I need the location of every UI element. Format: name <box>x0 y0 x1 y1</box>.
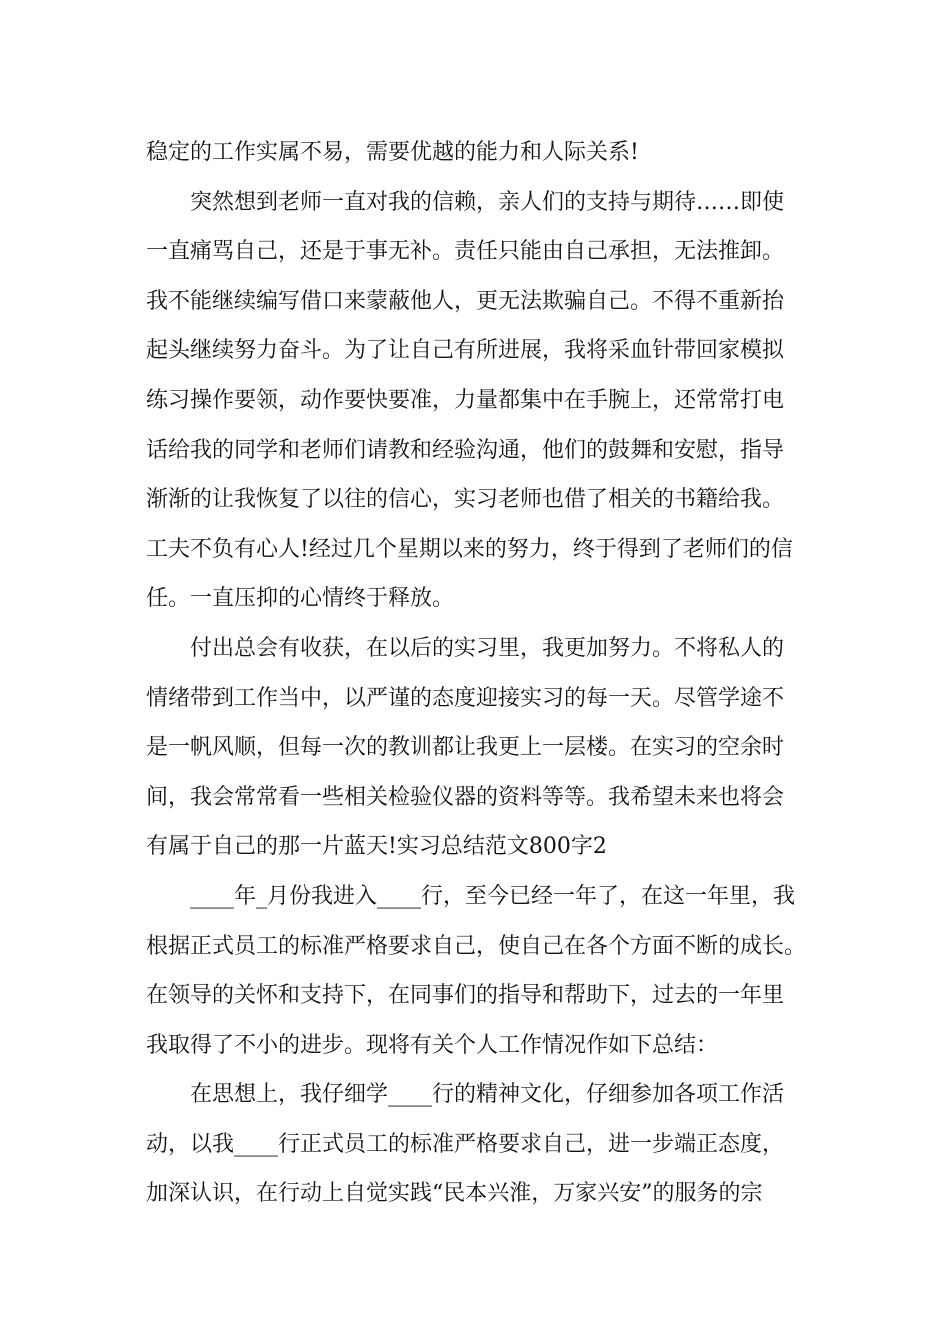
text-line: 付出总会有收获，在以后的实习里，我更加努力。不将私人的 <box>190 635 785 661</box>
text-line: 根据正式员工的标准严格要求自己，使自己在各个方面不断的成长。 <box>146 933 807 959</box>
text-line: 渐渐的让我恢复了以往的信心，实习老师也借了相关的书籍给我。 <box>146 487 785 513</box>
text-line: 工夫不负有心人!经过几个星期以来的努力，终于得到了老师们的信 <box>146 536 793 562</box>
text-line: 是一帆风顺，但每一次的教训都让我更上一层楼。在实习的空余时 <box>146 735 785 761</box>
text-line: 在领导的关怀和支持下，在同事们的指导和帮助下，过去的一年里 <box>146 983 785 1009</box>
text-line: 一直痛骂自己，还是于事无补。责任只能由自己承担，无法推卸。 <box>146 239 785 265</box>
text-line: 加深认识，在行动上自觉实践“民本兴淮，万家兴安”的服务的宗 <box>146 1181 763 1207</box>
text-line: ____年_月份我进入____行，至今已经一年了，在这一年里，我 <box>190 883 796 909</box>
text-line: 有属于自己的那一片蓝天!实习总结范文800字2 <box>146 834 607 860</box>
text-line: 情绪带到工作当中，以严谨的态度迎接实习的每一天。尽管学途不 <box>146 685 785 711</box>
text-line: 起头继续努力奋斗。为了让自己有所进展，我将采血针带回家模拟 <box>146 338 785 364</box>
text-line: 我取得了不小的进步。现将有关个人工作情况作如下总结： <box>146 1032 719 1058</box>
text-line: 我不能继续编写借口来蒙蔽他人，更无法欺骗自己。不得不重新抬 <box>146 288 785 314</box>
text-line: 突然想到老师一直对我的信赖，亲人们的支持与期待……即使 <box>190 189 785 215</box>
text-line: 话给我的同学和老师们请教和经验沟通，他们的鼓舞和安慰，指导 <box>146 437 785 463</box>
text-line: 动，以我____行正式员工的标准严格要求自己，进一步端正态度， <box>146 1131 785 1157</box>
text-line: 练习操作要领，动作要快要准，力量都集中在手腕上，还常常打电 <box>146 387 785 413</box>
text-line: 间，我会常常看一些相关检验仪器的资料等等。我希望未来也将会 <box>146 784 785 810</box>
text-line: 在思想上，我仔细学____行的精神文化，仔细参加各项工作活 <box>190 1082 785 1108</box>
text-line: 任。一直压抑的心情终于释放。 <box>146 586 455 612</box>
document-body <box>146 128 826 1219</box>
text-line: 稳定的工作实属不易，需要优越的能力和人际关系! <box>146 140 639 165</box>
